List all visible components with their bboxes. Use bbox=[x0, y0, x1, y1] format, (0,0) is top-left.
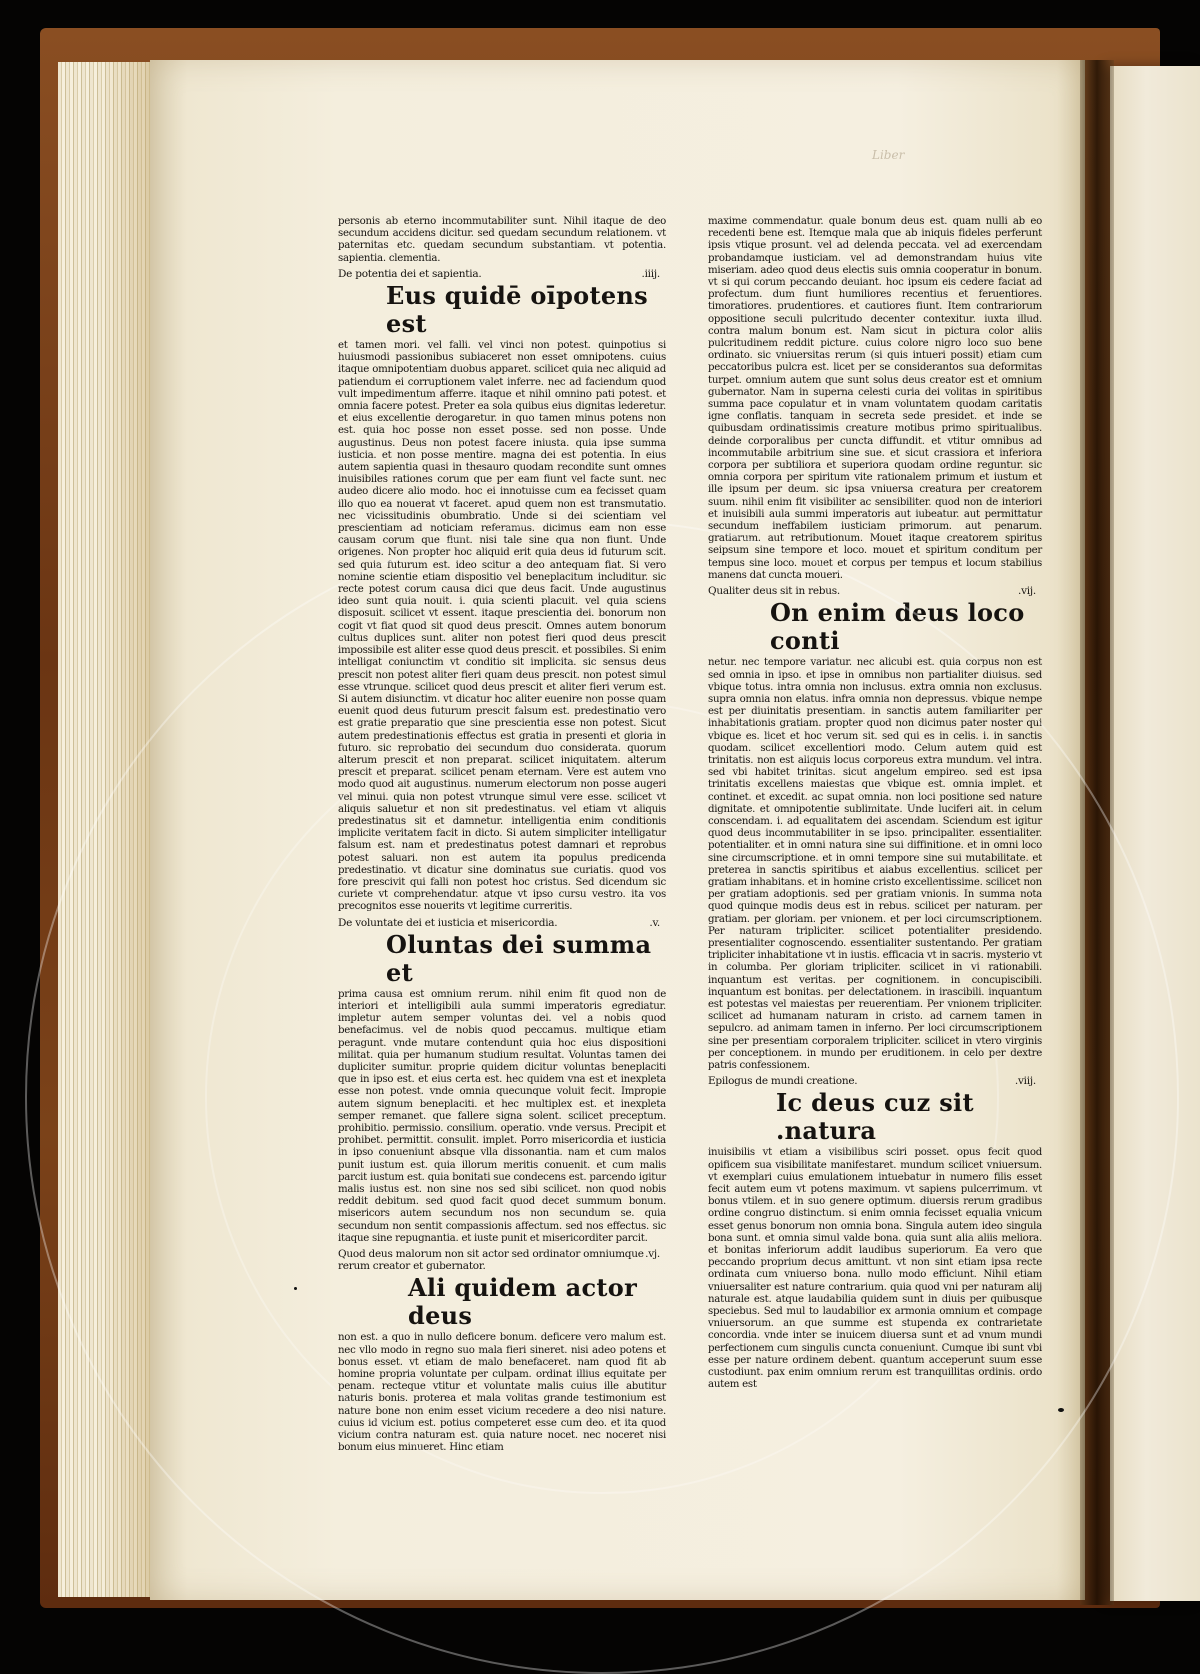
chapter-rubric bbox=[338, 268, 666, 280]
chapter-heading: Ali quidem actor deus bbox=[408, 1273, 638, 1331]
facing-page bbox=[1110, 66, 1200, 1601]
chapter-rubric bbox=[338, 917, 666, 929]
chapter-heading: Ic deus cuz sit .natura bbox=[776, 1088, 974, 1146]
chapter-body-text: prima causa est omnium rerum. nihil enim fit quod non de interiori et intelligibili aula summi imperatoris egrediatur. impletur autem semper voluntas dei. vel a nobis quod benefacimus. vel de nobis quod peccamus. multique etiam peragunt. vnde mutare contendunt quia hoc eius dispositioni militat. quia per humanum studium resultat. Voluntas tamen dei dupliciter sumitur. proprie quidem dicitur voluntas beneplaciti que in ipso est. et eius certa est. hec quidem vna est et inexpleta esse non potest. vnde omnia quecunque voluit fecit. Impropie autem signum beneplaciti. et hec multiplex est. et inexpleta semper remanet. que fallere signa solent. scilicet preceptum. prohibitio. permissio. consilium. operatio. vnde versus. Precipit et prohibet. permittit. consulit. implet. Porro misericordia et iusticia in ipso conueniunt absque vlla dissonantia. nam et cum malos punit iustum est. quia illorum meritis conuenit. et cum malis parcit iustum est. quia bonitati sue condecens est. parcendo igitur malis iustus est. non sine nos sed sibi scilicet. non quod nobis reddit debitum. sed quod facit quod decet summum bonum. misericors autem secundum nos non secundum se. quia secundum non sentit compassionis affectum. sed nos effectus. sic itaque sine repugnantia. et iuste punit et misericorditer parcit. bbox=[338, 988, 666, 1244]
chapter-rubric bbox=[708, 585, 1042, 597]
rubric-title: Quod deus malorum non sit actor sed ordinator omniumque rerum creator et gubernator. bbox=[338, 1248, 644, 1273]
chapter-rubric bbox=[708, 1075, 1042, 1087]
chapter-number: .vj. bbox=[645, 1248, 660, 1261]
chapter-body-text: inuisibilis vt etiam a visibilibus sciri posset. opus fecit quod opificem sua visibilitate manifestaret. mundum scilicet vniuersum. vt exemplari cuius emulationem intuebatur in numero filis esset fecit autem eum vt potens maximum. vt sapiens pulcerrimum. vt bonus vtilem. et in suo genere optimum. diuersis rerum gradibus ordine congruo distinctum. si enim omnia fecisset equalia vnicum esset genus bonorum non omnia bona. Singula autem ideo singula bona sunt. et omnia simul valde bona. quia sunt alia aliis meliora. et bonitas inferiorum addit laudibus superiorum. Ea vero que peccando proprium decus amittunt. vt non sint etiam ipsa recte ordinata cum vniuerso bona. nullo modo efficiunt. Nihil etiam vniuersaliter est nature contrarium. quia quod vni per naturam alij naturale est. atque laudabilia quidem sunt in diuis per quibusque speciebus. Sed mul to laudabilior ex armonia omnium et compage vniuersorum. an que summe est stupenda ex contrarietate concordia. vnde inter se inuicem diuersa sunt et ad vnum mundi perfectionem cum singulis cuncta conueniunt. Cumque ibi sunt vbi esse per nature ordinem debent. quantum acceperunt suum esse custodiunt. pax enim omnium rerum est tranquillitas ordinis. ordo autem est bbox=[708, 1147, 1042, 1391]
chapter-number: .v. bbox=[649, 916, 660, 929]
book-gutter bbox=[1080, 60, 1114, 1605]
chapter-heading: Oluntas dei summa et bbox=[386, 929, 652, 987]
chapter-number: .iiij. bbox=[641, 267, 660, 280]
chapter-body-text: non est. a quo in nullo deficere bonum. deficere vero malum est. nec vllo modo in regno suo mala fieri sineret. nisi adeo potens et bonus esset. vt etiam de malo benefaceret. nam quod fit ab homine propria voluntate per culpam. ordinat illius equitate per penam. recteque vtitur et voluntate malis cuius ille abutitur naturis bonis. proterea et mala volitas grande testimonium est nature bone non enim esset vicium recedere a deo nisi nature. cuius id vicium est. potius competeret esse cum deo. et ita quod vicium contra naturam est. quia nature nocet. nec noceret nisi bonum eius minueret. Hinc etiam bbox=[338, 1332, 666, 1454]
chapter-heading: Eus quidē oīpotens est bbox=[386, 281, 648, 339]
rubric-title: Qualiter deus sit in rebus. bbox=[708, 585, 841, 598]
right-intro-text: maxime commendatur. quale bonum deus est. quam nulli ab eo recedenti bene est. Itemque mala que ab iniquis fideles perferunt ipsis vtique prosunt. vel ad delenda peccata. vel ad exercendam probandamque iusticiam. vel ad demonstrandam huius vite miseriam. adeo quod deus electis suis omnia cooperatur in bonum. vt si qui corum peccando deuiant. hoc ipsum eis cedere faciat ad profectum. dum fiunt humiliores recentius et feruentiores. timoratiores. prudentiores. et cautiores fiunt. Item contrariorum oppositione seculi pulcritudo decenter contexitur. iuxta illud. contra malum bonum est. Nam sicut in pictura color aliis pulcritudinem reddit picture. cuius colore nigro loco suo bene ordinato. sic vniuersitas rerum (si quis intueri possit) etiam cum peccatoribus pulcra est. licet per se considerantos sua deformitas turpet. omnium autem que sunt solus deus creator est et omnium gubernator. Nam in superna celesti curia dei volitas in spiritibus summa pace copulatur et in vnam voluntatem quodam caritatis igne conflatis. tanquam in secreta sede presidet. et inde se quibusdam ordinatissimis creature motibus primo spiritualibus. deinde corporalibus per cuncta diffundit. et vtitur omnibus ad incommutabile arbitrium sine sue. et sicut crassiora et inferiora corpora per subtiliora et superiora quodam ordine reguntur. sic omnia corpora per spiritum vite rationalem primum et iustum et ille ipsum per deum. sic ipsa vniuersa creatura per creatorem suum. nihil enim fit visibiliter ac sensibiliter. quod non de interiori et inuisibili aula summi imperatoris aut iubeatur. aut permittatur secundum ineffabilem iusticiam primorum. aut penarum. gratiarum. aut retributionum. Mouet itaque creatorem spiritus seipsum sine tempore et loco. mouet et spiritum conditum per tempus sine loco. mouet et corpus per tempus et locum stabilius manens dat cuncta moueri. bbox=[708, 216, 1042, 581]
chapter-number: .viij. bbox=[1014, 1075, 1036, 1088]
chapter-body-text: netur. nec tempore variatur. nec alicubi est. quia corpus non est sed omnia in ipso. et ipse in omnibus non partialiter diuisus. sed vbique totus. intra omnia non inclusus. extra omnia non exclusus. supra omnia non elatus. infra omnia non depressus. vbique nempe est per diuinitatis presentiam. in sanctis autem familiariter per inhabitationis gratiam. propter quod non dicimus pater noster qui vbique es. licet et hoc verum sit. sed qui es in celis. i. in sanctis quodam. scilicet excellentiori modo. Celum autem quid est trinitatis. non est aliquis locus corporeus extra mundum. vel intra. sed vbi habitet trinitas. sicut angelum empireo. sed est ipsa trinitatis excellens maiestas que vbique est. omnia implet. et continet. et excedit. ac supat omnia. non loci positione sed nature dignitate. et omnipotentie sublimitate. Unde luciferi ait. in celum conscendam. i. ad equalitatem dei ascendam. Sciendum est igitur quod deus incommutabiliter in se ipso. principaliter. essentialiter. potentialiter. et in omni natura sine sui diffinitione. et in omni loco sine circumscriptione. et in omni tempore sine sui mutabilitate. et preterea in sanctis spiritibus et aiabus excellentius. scilicet per gratiam inhabitans. et in homine cristo excellentissime. scilicet non per gratiam adoptionis. sed per gratiam vnionis. In summa nota quod quinque modis deus est in rebus. scilicet per naturam. per gratiam. per gloriam. per vnionem. et per loci circumscriptionem. Per naturam tripliciter. scilicet potentialiter presidendo. presentialiter cognoscendo. essentialiter sustentando. Per gratiam tripliciter inhabitatione vt in iustis. efficacia vt in sacris. mysterio vt in columba. Per gloriam tripliciter. scilicet in vi rationabili. inquantum est veritas. per cognitionem. in concupiscibili. inquantum est bonitas. per delectationem. in irascibili. inquantum est potestas vel maiestas per reuerentiam. Per vnionem tripliciter. scilicet ad humanam naturam in cristo. ad carnem tamen in sepulcro. ad animam tamen in inferno. Per loci circumscriptionem sine per presentiam corporalem tripliciter. scilicet in vtero virginis per conceptionem. in mundo per eruditionem. in celo per dextre patris confessionem. bbox=[708, 657, 1042, 1071]
rubric-title: De voluntate dei et iusticia et misericordia. bbox=[338, 916, 558, 929]
rubric-title: De potentia dei et sapientia. bbox=[338, 267, 482, 280]
rubric-title: Epilogus de mundi creatione. bbox=[708, 1075, 858, 1088]
right-text-column bbox=[708, 216, 1042, 1391]
ink-speck bbox=[294, 1287, 297, 1290]
left-intro-text: personis ab eterno incommutabiliter sunt. Nihil itaque de deo secundum accidens dicitur. sed quedam secundum relationem. vt paternitas etc. quedam secundum substantiam. vt potentia. sapientia. clementia. bbox=[338, 216, 666, 264]
left-text-column bbox=[338, 216, 666, 1454]
chapter-heading: On enim deus loco conti bbox=[770, 598, 1025, 656]
running-head: Liber bbox=[872, 148, 905, 162]
chapter-rubric bbox=[338, 1248, 666, 1272]
chapter-body-text: et tamen mori. vel falli. vel vinci non potest. quinpotius si huiusmodi passionibus subiaceret non esset omnipotens. cuius itaque omnipotentiam duobus apparet. scilicet quia nec aliquid ad patiendum ei corruptionem valet inferre. nec ad faciendum quod vult impedimentum afferre. itaque et nihil omnino pati potest. et omnia facere potest. Preter ea sola quibus eius dignitas lederetur. et eius excellentie derogaretur. in quo tamen minus potens non est. quia hoc posse non esset posse. sed non posse. Unde augustinus. Deus non potest facere iniusta. quia ipse summa iusticia. et non posse mentire. magna dei est potentia. In eius autem sapientia quasi in thesauro quodam recondite sunt omnes inuisibiles rationes corum que per eam fiunt vel facte sunt. nec audeo dicere alio modo. hoc ei innotuisse cum ea fecisset quam illo quo ea nouerat vt faceret. apud quem non est transmutatio. nec vicissitudinis obumbratio. Unde si dei scientiam vel prescientiam ad noticiam referamus. dicimus eam non esse causam corum que fiunt. nisi tale sine qua non fiunt. Unde origenes. Non propter hoc aliquid erit quia deus id futurum scit. sed quia futurum est. ideo scitur a deo antequam fiat. Si vero nomine scientie etiam dispositio vel beneplacitum includitur. sic recte potest corum causa dici que deus facit. Unde augustinus ideo sunt quia nouit. i. quia scienti placuit. vel quia sciens disposuit. scilicet vt essent. itaque prescientia dei. bonorum non cogit vt fiat quod sit quod deus prescit. Omnes autem bonorum cultus duplices sunt. aliter non potest fieri quod deus prescit impossibile est aliter esse quod deus prescit. et possibiles. Si enim intelligat coniunctim vt conditio sit implicita. sic sensus deus prescit non potest aliter fieri quam deus prescit. non potest simul esse vtrunque. scilicet quod deus prescit et aliter fieri verum est. Si autem disiunctim. vt dicatur hoc aliter euenire non posse quam euenit quod deus futurum prescit falsum est. predestinatio vero est gratie preparatio que sine prescientia esse non potest. Sicut autem predestinationis effectus est gratia in presenti et gloria in futuro. sic reprobatio dei secundum duo considerata. quorum alterum prescit et non preparat. scilicet iniquitatem. alterum prescit et preparat. scilicet penam eternam. Vere est autem vno modo quod ait augustinus. numerum electorum non posse augeri vel minui. quia non potest vtrunque simul vere esse. scilicet vt aliquis saluetur et non sit predestinatus. vel etiam vt aliquis predestinatus sit et damnetur. intelligentia enim conditionis implicite veritatem facit in dicto. Si autem simpliciter intelligatur falsum est. nam et predestinatus potest damnari et reprobus potest saluari. non est autem ita populus predicenda predestinatio. vt dicatur sine dominatus sue curiatis. quod vos fore prescivit qui falli non potest hoc cristus. Sed dicendum sic curiete vt comprehendatur. atque vt ipso cursu vestro. ita vos precognitos esse nouerits vt legitime curreritis. bbox=[338, 340, 666, 913]
chapter-number: .vij. bbox=[1018, 585, 1036, 598]
ink-speck bbox=[1058, 1408, 1064, 1412]
